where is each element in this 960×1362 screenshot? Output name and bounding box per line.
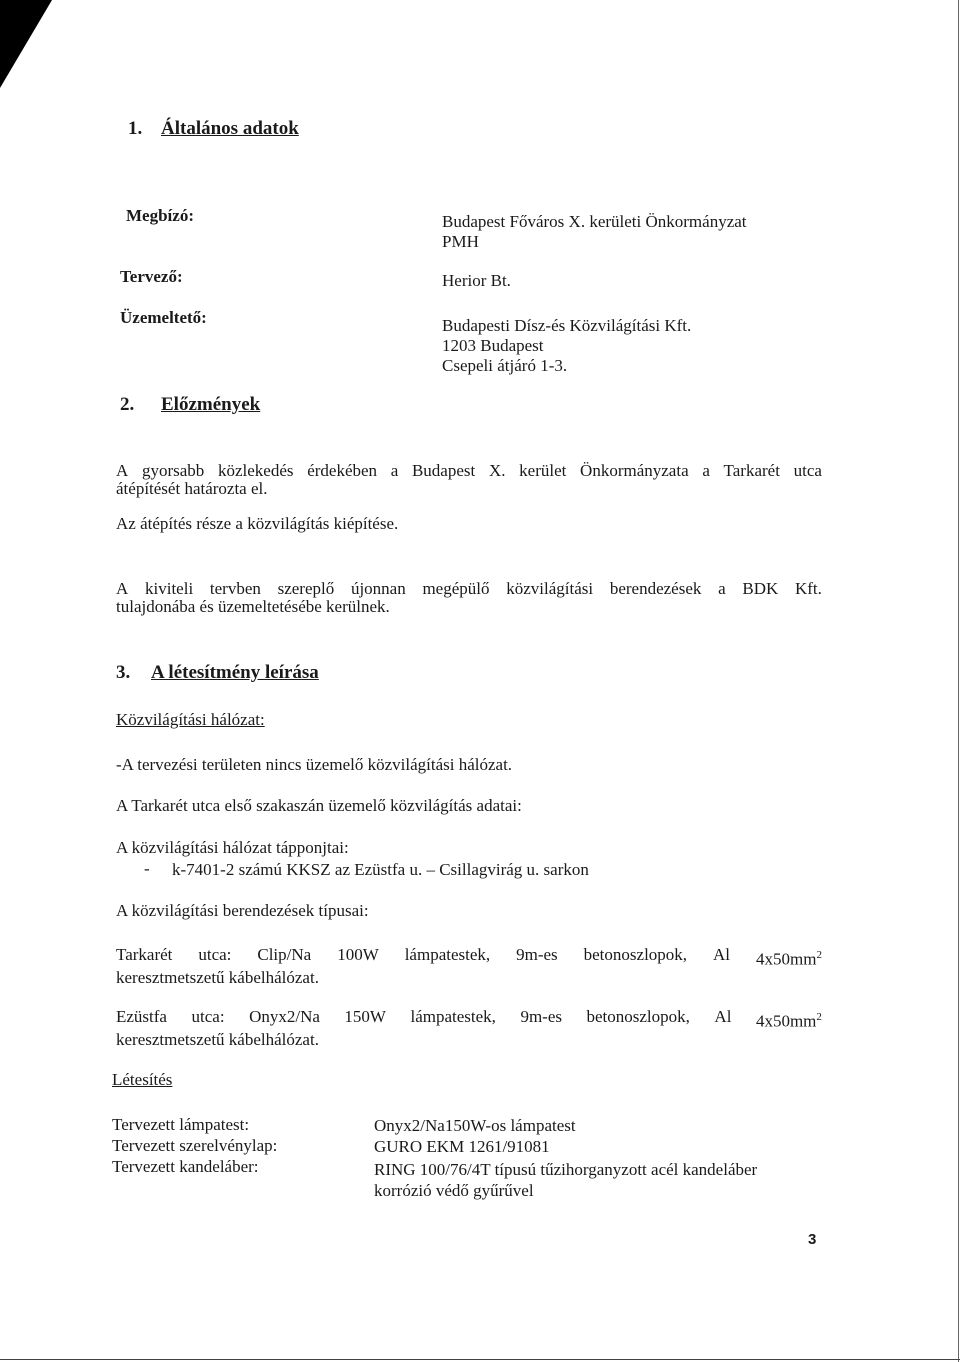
paragraph-tarkaret-utca-line-2: keresztmetszetű kábelhálózat. — [116, 967, 319, 987]
paragraph-kiviteli-line-2: tulajdonába és üzemeltetésébe kerülnek. — [116, 597, 390, 616]
paragraph-gyorsabb — [116, 462, 822, 498]
section-1-number: 1. — [128, 118, 143, 139]
section-2-heading — [120, 394, 260, 416]
bullet-tappont-item: k-7401-2 számú KKSZ az Ezüstfa u. – Csillagvirág u. sarkon — [172, 860, 589, 879]
paragraph-gyorsabb-line-1: A gyorsabb közlekedés érdekében a Budapest X. kerület Önkormányzata a Tarkarét utca — [116, 461, 822, 480]
line-nincs-halozat: -A tervezési területen nincs üzemelő közvilágítási hálózat. — [116, 755, 513, 774]
megbizo-label: Megbízó: — [126, 206, 194, 225]
page-number: 3 — [808, 1231, 817, 1248]
uzemelteto-line-3: Csepeli átjáró 1-3. — [442, 356, 568, 375]
paragraph-ezustfa-utca-line-1: Ezüstfa utca: Onyx2/Na 150W lámpatestek, 9m-es betonoszlopok, Al $4x50mm^2$ — [116, 1007, 822, 1031]
spec-label-szerelvenylap: Tervezett szerelvénylap: — [112, 1136, 278, 1155]
spec-value-kandelaber: RING 100/76/4T típusú tűzihorganyzott acél kandeláber — [374, 1160, 758, 1179]
kozvilagitasi-halozat-heading: Közvilágítási hálózat: — [116, 710, 265, 729]
paragraph-tarkaret-utca — [116, 946, 822, 987]
paragraph-kiviteli — [116, 580, 822, 616]
paragraph-gyorsabb-line-2: átépítését határozta el. — [116, 479, 268, 498]
line-tarkaret-adatai: A Tarkarét utca első szakaszán üzemelő közvilágítás adatai: — [116, 796, 522, 815]
spec-label-kandelaber: Tervezett kandeláber: — [112, 1157, 259, 1176]
bullet-dash: - — [144, 859, 150, 878]
section-1-heading — [128, 118, 299, 140]
paragraph-ezustfa-utca-line-2: keresztmetszetű kábelhálózat. — [116, 1029, 319, 1049]
spec-label-lampatest: Tervezett lámpatest: — [112, 1115, 250, 1134]
paragraph-atepites: Az átépítés része a közvilágítás kiépítése. — [116, 514, 399, 533]
section-2-number: 2. — [120, 394, 135, 415]
scan-corner-mark — [0, 0, 52, 88]
letesites-heading: Létesítés — [112, 1070, 173, 1089]
spec-value-kandelaber-cont: korrózió védő gyűrűvel — [374, 1181, 534, 1200]
section-3-number: 3. — [116, 662, 131, 683]
uzemelteto-line-2: 1203 Budapest — [442, 336, 544, 355]
paragraph-ezustfa-utca — [116, 1008, 822, 1049]
section-3-heading — [116, 662, 319, 684]
tervezo-value: Herior Bt. — [442, 271, 511, 290]
section-3-title: A létesítmény leírása — [151, 662, 319, 683]
spec-value-lampatest: Onyx2/Na150W-os lámpatest — [374, 1116, 576, 1135]
paragraph-tarkaret-utca-line-1: Tarkarét utca: Clip/Na 100W lámpatestek, 9m-es betonoszlopok, Al $4x50mm^2$ — [116, 945, 822, 969]
section-1-title: Általános adatok — [161, 118, 299, 139]
scan-edge-right — [958, 0, 959, 1362]
line-tappontjai: A közvilágítási hálózat tápponjtai: — [116, 838, 349, 857]
scan-edge-bottom — [0, 1359, 960, 1360]
megbizo-line-2: PMH — [442, 232, 479, 251]
line-berendezesek-tipusai: A közvilágítási berendezések típusai: — [116, 901, 369, 920]
uzemelteto-line-1: Budapesti Dísz-és Közvilágítási Kft. — [442, 316, 692, 335]
spec-value-szerelvenylap: GURO EKM 1261/91081 — [374, 1137, 550, 1156]
tervezo-label: Tervező: — [120, 267, 183, 286]
section-2-title: Előzmények — [161, 394, 261, 415]
uzemelteto-label: Üzemeltető: — [120, 308, 207, 327]
megbizo-line-1: Budapest Főváros X. kerületi Önkormányzat — [442, 212, 747, 231]
paragraph-kiviteli-line-1: A kiviteli tervben szereplő újonnan megépülő közvilágítási berendezések a BDK Kft. — [116, 579, 822, 598]
